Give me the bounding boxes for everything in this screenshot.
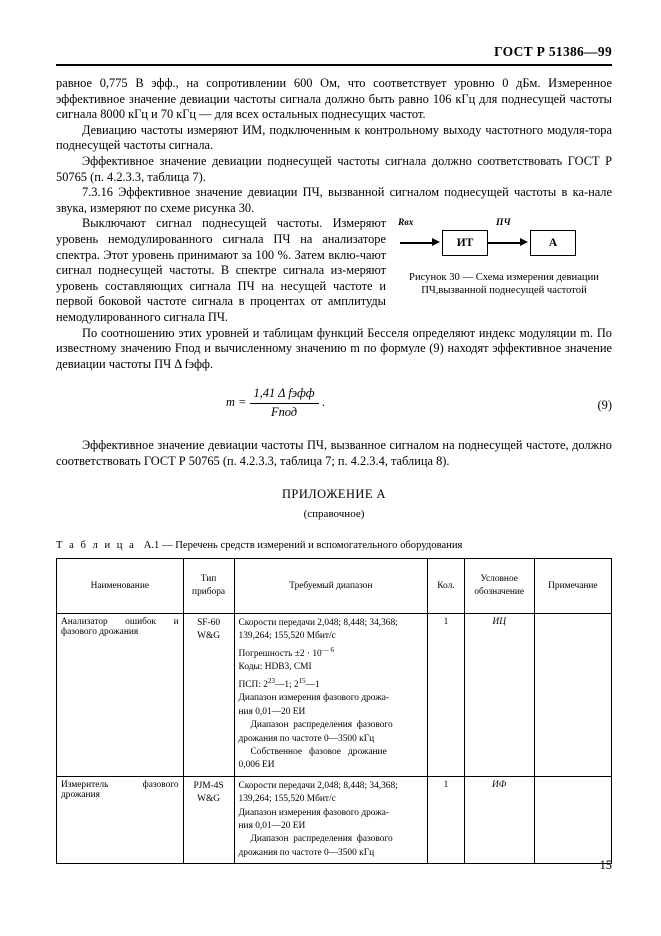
row-2-type: PJM-4S W&G [183, 776, 234, 863]
row-1-kol: 1 [428, 614, 464, 777]
paragraph-1: равное 0,775 В эфф., на сопротивлении 600 Ом, что соответствует уровню 0 дБм. Измеренное эффективное значение девиации частоты сигнала должно быть равно 106 кГц для поднесущей частоты сигнала 8000 кГц и 70 кГц — для всех остальных поднесущих частот. [56, 76, 612, 122]
paragraph-3: Эффективное значение девиации поднесущей частоты сигнала должно соответствовать ГОСТ Р 50765 (п. 4.2.3.3, таблица 7). [56, 153, 612, 184]
figure-30-diagram [396, 217, 612, 263]
table-row [57, 776, 612, 863]
figure-box-a: А [530, 230, 576, 256]
paragraph-5: Выключают сигнал поднесущей частоты. Измеряют уровень немодулированного сигнала ПЧ на анализаторе спектра. Этот уровень принимают за 100 %. Затем вклю-чают сигнал поднесущей частоты. В спектре сигнала из-меряют уровень составляющих сигнала ПЧ на несущей частоте и первой боковой частоте сигнала в процентах от амплитуды немодулированного сигнала ПЧ. [56, 216, 386, 324]
figure-caption-line-2: ПЧ,вызванной поднесущей частотой [421, 285, 587, 297]
figure-label-pch: ПЧ [496, 217, 511, 229]
header-rule [56, 64, 612, 66]
body-text [56, 76, 612, 469]
formula-denominator: Fпод [271, 404, 298, 419]
row-2-kol: 1 [428, 776, 464, 863]
paragraph-4: 7.3.16 Эффективное значение девиации ПЧ, вызванной сигналом поднесущей частоты в ка-нале звука, измеряют по схеме рисунка 30. [56, 185, 612, 215]
equipment-table [56, 558, 612, 864]
table-header-kol: Кол. [428, 559, 464, 614]
figure-arrow-1-line [400, 242, 434, 243]
row-2-usl: ИФ [464, 776, 534, 863]
page-header: ГОСТ Р 51386—99 [494, 44, 612, 59]
appendix-subtitle: (справочное) [303, 508, 365, 520]
figure-label-input-resistance: Rвх [398, 217, 414, 229]
appendix-title: ПРИЛОЖЕНИЕ А [281, 487, 386, 501]
figure-caption-line-1: Рисунок 30 — Схема измерения девиации [409, 272, 599, 284]
formula-fraction [250, 386, 319, 420]
figure-arrow-2-head [520, 238, 528, 246]
table-header-range: Требуемый диапазон [234, 559, 428, 614]
formula-numerator: 1,41 Δ fэфф [250, 386, 319, 404]
row-1-usl: ИЦ [464, 614, 534, 777]
figure-arrow-2-line [488, 242, 522, 243]
table-caption [56, 540, 612, 551]
paragraph-7: Эффективное значение девиации частоты ПЧ, вызванное сигналом на поднесущей частоте, должно соответствовать ГОСТ Р 50765 (п. 4.2.3.3, таблица 7; п. 4.2.3.4, таблица 8). [56, 438, 612, 468]
page-number: 15 [599, 858, 612, 872]
row-1-name: Анализатор ошибок и фазового дрожания [57, 614, 184, 777]
row-2-range: Скорости передачи 2,048; 8,448; 34,368; 139,264; 155,520 Мбит/с Диапазон измерения фазового дрожа- ния 0,01—20 ЕИ Диапазон распределения фазового дрожания по частоте 0—3500 кГц [234, 776, 428, 863]
paragraph-6: По соотношению этих уровней и таблицам функций Бесселя определяют индекс модуляции m. По известному значению Fпод и вычисленному значению m по формуле (9) находят эффективное значение девиации частоты ПЧ Δ fэфф. [56, 325, 612, 371]
table-header-row [57, 559, 612, 614]
table-caption-prefix: Т а б л и ц а [56, 540, 136, 551]
formula-lhs: m = [226, 395, 247, 410]
formula-9 [56, 386, 612, 432]
formula-tail: . [321, 395, 325, 410]
row-1-prim [534, 614, 611, 777]
row-1-range: Скорости передачи 2,048; 8,448; 34,368; 139,264; 155,520 Мбит/с Погрешность $\pm 2 \cdot 10^{— 6}$ Коды: HDB3, CMI ПСП: $2^{23}—1$; $2^{15}—1$ Диапазон измерения фазового дрожа- ния 0,01—20 ЕИ Диапазон распределения фазового дрожания по частоте 0—3500 кГц Собственное фазовое дрожание 0,006 ЕИ [234, 614, 428, 777]
formula-9-expression [226, 386, 325, 420]
formula-number: (9) [597, 398, 612, 413]
table-header-prim: Примечание [534, 559, 611, 614]
figure-box-it: ИТ [442, 230, 488, 256]
figure-arrow-1-head [432, 238, 440, 246]
row-2-prim [534, 776, 611, 863]
table-row [57, 614, 612, 777]
paragraph-2: Девиацию частоты измеряют ИМ, подключенным к контрольному выходу частотного модуля-тора поднесущей частоты сигнала. [56, 122, 612, 153]
table-header-usl: Условное обозначение [464, 559, 534, 614]
table-header-type: Тип прибора [183, 559, 234, 614]
figure-30 [396, 217, 612, 297]
table-caption-text: А.1 — Перечень средств измерений и вспомогательного оборудования [143, 540, 463, 551]
row-1-type: SF-60 W&G [183, 614, 234, 777]
figure-30-caption [396, 271, 612, 297]
row-2-name: Измеритель фазового дрожания [57, 776, 184, 863]
table-header-name: Наименование [57, 559, 184, 614]
